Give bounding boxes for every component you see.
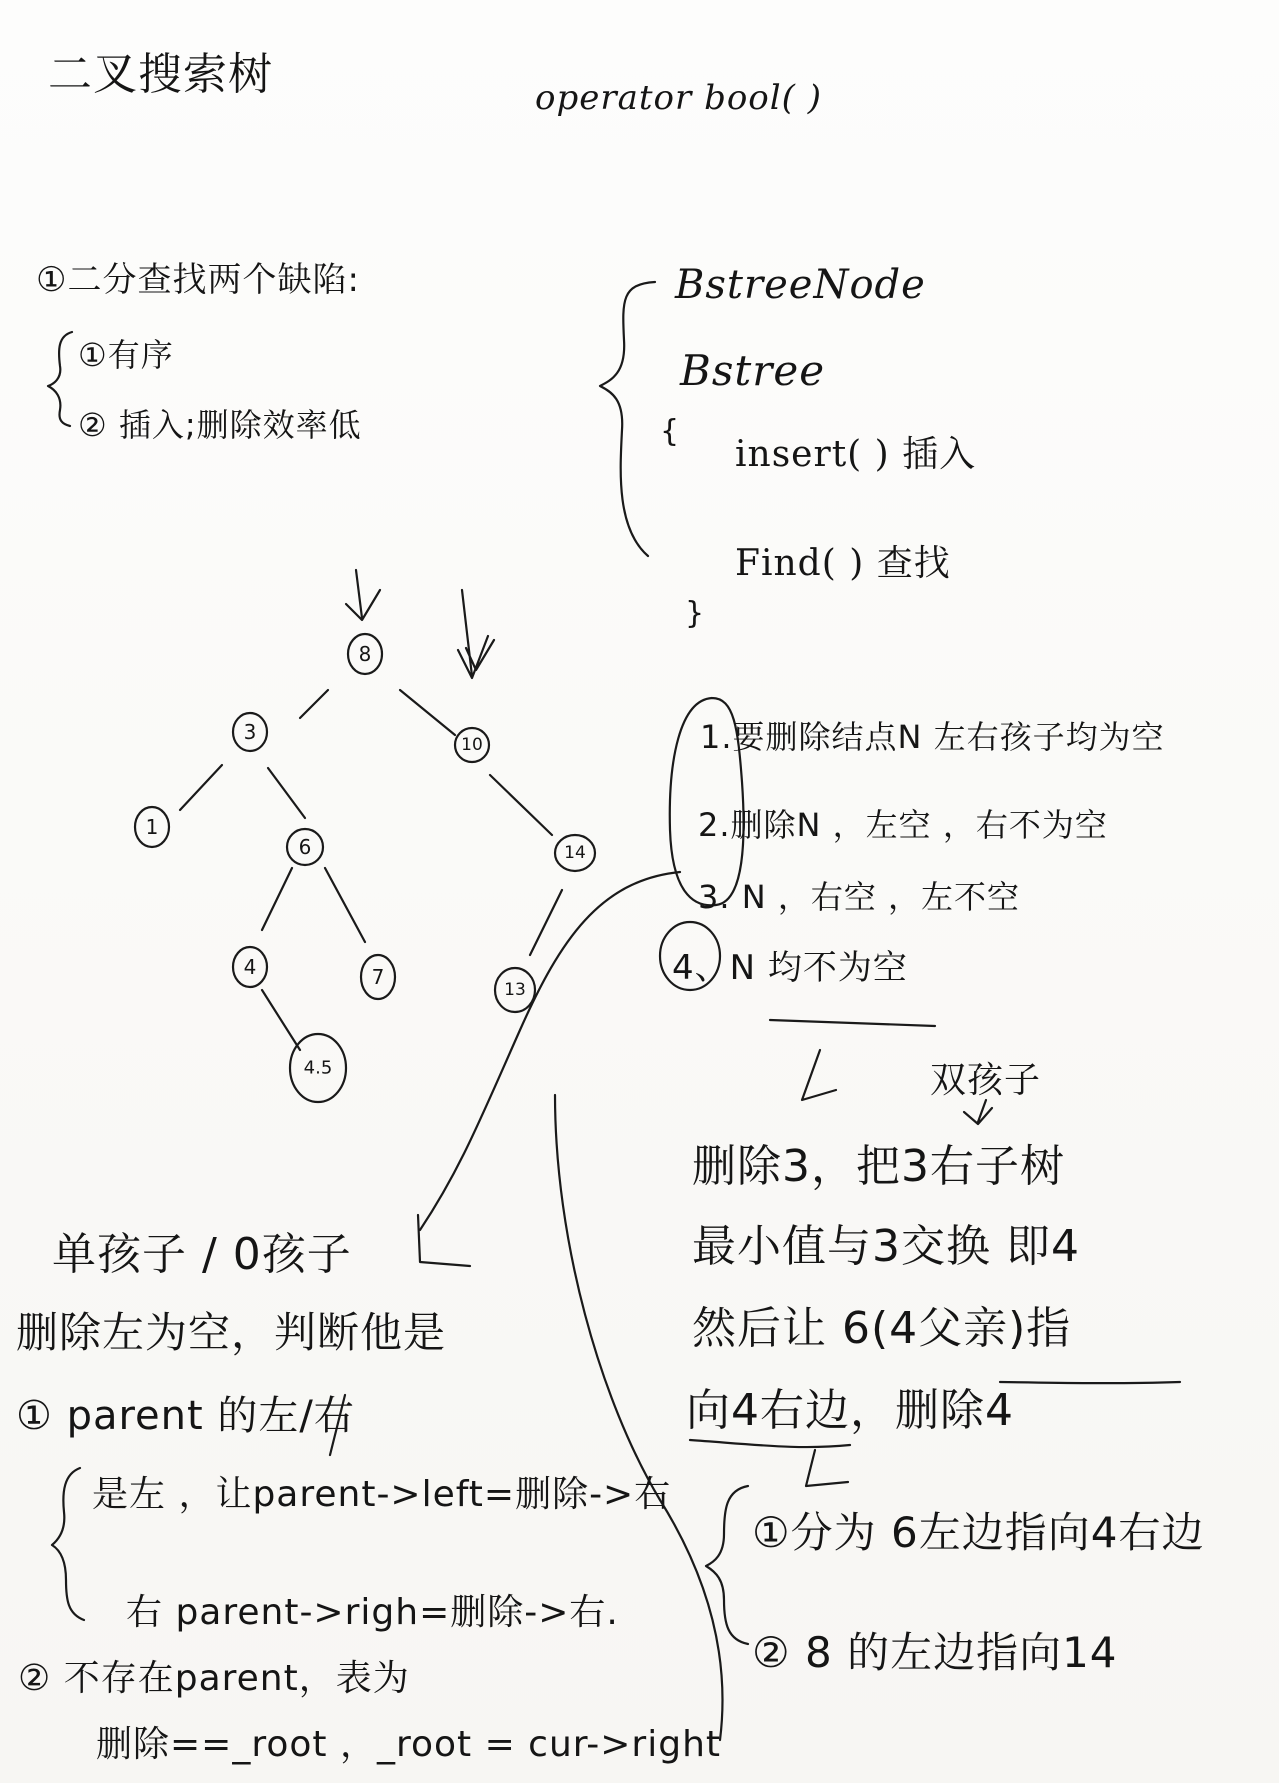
defect-item: ①有序 — [78, 336, 174, 374]
single-child-line: ① parent 的左/右 — [16, 1393, 355, 1439]
edge-3-6 — [268, 768, 305, 818]
arrow-down-icon — [806, 1450, 848, 1486]
tree-node-labels — [146, 642, 586, 1079]
curly-brace — [600, 282, 655, 556]
close-brace: } — [685, 596, 706, 631]
delete-case-2: 2.删除N ，左空 ，右不为空 — [698, 806, 1108, 844]
connector-curve — [420, 872, 680, 1230]
class-bstreenode: BstreeNode — [675, 262, 926, 308]
underline — [770, 1020, 935, 1026]
arrow-down-icon — [346, 570, 380, 620]
arrow-down-icon — [964, 1100, 992, 1124]
edge-14-13 — [530, 890, 562, 955]
tree-node-label: 6 — [298, 835, 312, 859]
curly-brace — [48, 332, 72, 426]
underline — [690, 1440, 850, 1447]
class-bstree: Bstree — [680, 346, 826, 395]
two-children-line: 最小值与3交换 即4 — [692, 1221, 1080, 1272]
delete-case-1: 1.要删除结点N 左右孩子均为空 — [700, 718, 1165, 756]
tree-node-label: 4 — [243, 955, 257, 979]
edge-6-4 — [262, 868, 292, 930]
edge-8-3 — [300, 690, 328, 718]
tree-node-label: 13 — [504, 980, 526, 1000]
tree-node-circles — [135, 634, 595, 1102]
edge-10-14 — [490, 775, 552, 835]
edge-4-45 — [262, 990, 300, 1050]
delete-case-3: 3. N ，右空 ，左不空 — [698, 878, 1020, 916]
tree-node-label: 1 — [145, 815, 159, 839]
edge-6-7 — [325, 868, 365, 942]
two-children-line: 然后让 6(4父亲)指 — [692, 1303, 1072, 1354]
tree-node-label: 4.5 — [303, 1057, 333, 1079]
tree-node-label: 8 — [358, 642, 372, 666]
operator-note: operator bool( ) — [535, 78, 822, 118]
two-children-line: 删除3，把3右子树 — [692, 1141, 1065, 1192]
two-children-label: 双孩子 — [930, 1060, 1042, 1101]
tree-node-label: 10 — [461, 735, 483, 755]
underline — [1000, 1382, 1180, 1383]
defects-heading: ①二分查找两个缺陷: — [36, 260, 360, 300]
two-children-line: 向4右边，删除4 — [686, 1385, 1014, 1436]
arrow-down-icon — [802, 1050, 836, 1100]
method-find: Find( ) 查找 — [735, 543, 951, 584]
edge-3-1 — [180, 765, 222, 810]
right-case: 右 parent->righ=删除->右. — [126, 1592, 619, 1633]
curly-brace — [52, 1468, 84, 1620]
two-children-sub: ② 8 的左边指向14 — [752, 1628, 1118, 1677]
tree-node-label: 7 — [371, 965, 385, 989]
open-brace: { — [660, 414, 681, 449]
defect-item: ② 插入;删除效率低 — [78, 406, 362, 444]
tree-node-label: 14 — [564, 843, 586, 863]
two-children-sub: ①分为 6左边指向4右边 — [752, 1508, 1205, 1557]
single-child-line: 删除左为空，判断他是 — [16, 1308, 447, 1357]
tree-node-label: 3 — [243, 720, 257, 744]
arrow-down-icon — [458, 590, 494, 678]
page-title: 二叉搜索树 — [48, 49, 273, 100]
left-case: 是左 ，让parent->left=删除->右 — [92, 1474, 672, 1515]
single-child-label: 单孩子 / 0孩子 — [52, 1229, 352, 1280]
method-insert: insert( ) 插入 — [735, 434, 977, 475]
no-parent-case: ② 不存在parent，表为 — [18, 1658, 410, 1699]
delete-case-4: 4、N 均不为空 — [672, 948, 908, 988]
root-case: 删除==_root ，_root = cur->right — [96, 1724, 722, 1765]
edge-8-10 — [400, 690, 455, 735]
